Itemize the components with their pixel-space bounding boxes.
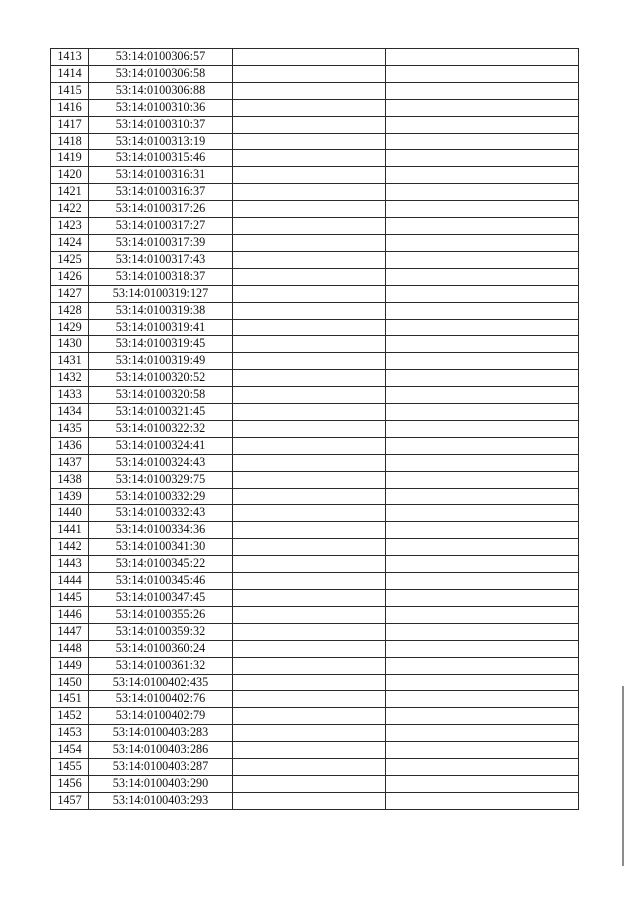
cadastral-number-cell: 53:14:0100324:41 [89,437,233,454]
table-row [51,573,579,590]
table-row [51,674,579,691]
row-number-cell: 1421 [51,184,89,201]
cadastral-number-cell: 53:14:0100334:36 [89,522,233,539]
empty-cell [386,420,579,437]
cadastral-number-cell: 53:14:0100332:29 [89,488,233,505]
row-number-cell: 1448 [51,640,89,657]
row-number-cell: 1435 [51,420,89,437]
empty-cell [233,488,386,505]
empty-cell [386,775,579,792]
row-number-cell: 1457 [51,792,89,809]
cadastral-number-cell: 53:14:0100402:435 [89,674,233,691]
empty-cell [233,387,386,404]
empty-cell [386,640,579,657]
empty-cell [386,404,579,421]
empty-cell [386,201,579,218]
table-row [51,370,579,387]
table-row [51,775,579,792]
empty-cell [386,116,579,133]
empty-cell [386,674,579,691]
empty-cell [386,539,579,556]
table-row [51,353,579,370]
cadastral-number-cell: 53:14:0100361:32 [89,657,233,674]
empty-cell [233,184,386,201]
empty-cell [233,302,386,319]
row-number-cell: 1451 [51,691,89,708]
empty-cell [386,691,579,708]
row-number-cell: 1450 [51,674,89,691]
table-row [51,285,579,302]
empty-cell [386,573,579,590]
row-number-cell: 1424 [51,234,89,251]
row-number-cell: 1436 [51,437,89,454]
empty-cell [386,234,579,251]
empty-cell [233,759,386,776]
row-number-cell: 1437 [51,454,89,471]
cadastral-number-cell: 53:14:0100341:30 [89,539,233,556]
cadastral-number-cell: 53:14:0100315:46 [89,150,233,167]
empty-cell [386,387,579,404]
empty-cell [386,623,579,640]
row-number-cell: 1446 [51,606,89,623]
row-number-cell: 1438 [51,471,89,488]
table-row [51,268,579,285]
row-number-cell: 1415 [51,82,89,99]
table-row [51,522,579,539]
cadastral-number-cell: 53:14:0100322:32 [89,420,233,437]
empty-cell [233,251,386,268]
empty-cell [386,437,579,454]
empty-cell [233,99,386,116]
empty-cell [386,590,579,607]
empty-cell [386,285,579,302]
table-row [51,218,579,235]
empty-cell [233,201,386,218]
table-row [51,251,579,268]
table-row [51,82,579,99]
empty-cell [386,759,579,776]
empty-cell [233,133,386,150]
empty-cell [233,49,386,66]
scan-edge-mark [622,686,624,866]
cadastral-number-cell: 53:14:0100403:290 [89,775,233,792]
table-row [51,49,579,66]
table-row [51,505,579,522]
empty-cell [233,742,386,759]
cadastral-number-cell: 53:14:0100319:49 [89,353,233,370]
row-number-cell: 1441 [51,522,89,539]
empty-cell [386,184,579,201]
row-number-cell: 1423 [51,218,89,235]
row-number-cell: 1453 [51,725,89,742]
cadastral-number-cell: 53:14:0100403:283 [89,725,233,742]
table-row [51,725,579,742]
row-number-cell: 1454 [51,742,89,759]
empty-cell [233,573,386,590]
table-row [51,759,579,776]
empty-cell [233,370,386,387]
table-row [51,234,579,251]
empty-cell [233,454,386,471]
cadastral-number-cell: 53:14:0100355:26 [89,606,233,623]
empty-cell [386,99,579,116]
empty-cell [386,792,579,809]
empty-cell [233,471,386,488]
cadastral-number-cell: 53:14:0100318:37 [89,268,233,285]
empty-cell [233,606,386,623]
empty-cell [233,657,386,674]
cadastral-number-cell: 53:14:0100317:27 [89,218,233,235]
cadastral-number-cell: 53:14:0100310:36 [89,99,233,116]
empty-cell [386,65,579,82]
empty-cell [386,556,579,573]
cadastral-number-cell: 53:14:0100403:293 [89,792,233,809]
table-row [51,404,579,421]
empty-cell [386,82,579,99]
row-number-cell: 1452 [51,708,89,725]
row-number-cell: 1447 [51,623,89,640]
row-number-cell: 1425 [51,251,89,268]
cadastral-number-cell: 53:14:0100360:24 [89,640,233,657]
table-row [51,184,579,201]
cadastral-number-cell: 53:14:0100402:76 [89,691,233,708]
empty-cell [386,302,579,319]
table-row [51,99,579,116]
table-row [51,319,579,336]
row-number-cell: 1428 [51,302,89,319]
empty-cell [233,590,386,607]
cadastral-number-cell: 53:14:0100320:58 [89,387,233,404]
table-row [51,556,579,573]
empty-cell [386,268,579,285]
table-row [51,336,579,353]
row-number-cell: 1434 [51,404,89,421]
row-number-cell: 1442 [51,539,89,556]
cadastral-number-cell: 53:14:0100345:46 [89,573,233,590]
empty-cell [233,725,386,742]
cadastral-number-cell: 53:14:0100306:57 [89,49,233,66]
cadastral-number-cell: 53:14:0100313:19 [89,133,233,150]
row-number-cell: 1414 [51,65,89,82]
table-row [51,590,579,607]
row-number-cell: 1422 [51,201,89,218]
row-number-cell: 1419 [51,150,89,167]
row-number-cell: 1420 [51,167,89,184]
row-number-cell: 1431 [51,353,89,370]
empty-cell [233,116,386,133]
empty-cell [233,234,386,251]
empty-cell [386,488,579,505]
empty-cell [233,150,386,167]
empty-cell [233,336,386,353]
empty-cell [233,404,386,421]
cadastral-number-cell: 53:14:0100319:45 [89,336,233,353]
table-row [51,65,579,82]
cadastral-number-cell: 53:14:0100306:88 [89,82,233,99]
empty-cell [386,251,579,268]
cadastral-number-cell: 53:14:0100317:26 [89,201,233,218]
table-row [51,150,579,167]
empty-cell [386,353,579,370]
row-number-cell: 1427 [51,285,89,302]
table-row [51,437,579,454]
table-row [51,167,579,184]
row-number-cell: 1429 [51,319,89,336]
cadastral-number-cell: 53:14:0100317:43 [89,251,233,268]
cadastral-number-cell: 53:14:0100403:286 [89,742,233,759]
empty-cell [233,522,386,539]
cadastral-number-cell: 53:14:0100332:43 [89,505,233,522]
cadastral-number-cell: 53:14:0100316:31 [89,167,233,184]
empty-cell [386,150,579,167]
empty-cell [233,556,386,573]
cadastral-number-cell: 53:14:0100317:39 [89,234,233,251]
row-number-cell: 1432 [51,370,89,387]
cadastral-number-cell: 53:14:0100316:37 [89,184,233,201]
cadastral-number-cell: 53:14:0100310:37 [89,116,233,133]
table-row [51,623,579,640]
empty-cell [233,65,386,82]
cadastral-number-cell: 53:14:0100402:79 [89,708,233,725]
row-number-cell: 1416 [51,99,89,116]
empty-cell [386,319,579,336]
empty-cell [233,691,386,708]
empty-cell [386,708,579,725]
row-number-cell: 1426 [51,268,89,285]
table-row [51,471,579,488]
empty-cell [233,539,386,556]
empty-cell [386,370,579,387]
table-row [51,201,579,218]
empty-cell [386,471,579,488]
row-number-cell: 1413 [51,49,89,66]
row-number-cell: 1417 [51,116,89,133]
empty-cell [386,725,579,742]
table-row [51,691,579,708]
empty-cell [233,792,386,809]
empty-cell [386,606,579,623]
empty-cell [233,285,386,302]
empty-cell [233,420,386,437]
cadastral-number-cell: 53:14:0100359:32 [89,623,233,640]
row-number-cell: 1455 [51,759,89,776]
empty-cell [386,505,579,522]
row-number-cell: 1418 [51,133,89,150]
empty-cell [233,437,386,454]
table-row [51,606,579,623]
table-row [51,708,579,725]
row-number-cell: 1439 [51,488,89,505]
empty-cell [386,218,579,235]
cadastral-number-cell: 53:14:0100345:22 [89,556,233,573]
row-number-cell: 1440 [51,505,89,522]
cadastral-number-cell: 53:14:0100329:75 [89,471,233,488]
row-number-cell: 1445 [51,590,89,607]
row-number-cell: 1456 [51,775,89,792]
cadastral-number-cell: 53:14:0100306:58 [89,65,233,82]
table-row [51,387,579,404]
empty-cell [386,657,579,674]
table-row [51,657,579,674]
row-number-cell: 1430 [51,336,89,353]
empty-cell [233,82,386,99]
empty-cell [233,623,386,640]
table-row [51,420,579,437]
row-number-cell: 1433 [51,387,89,404]
empty-cell [233,775,386,792]
empty-cell [386,522,579,539]
table-row [51,742,579,759]
table-row [51,640,579,657]
empty-cell [233,268,386,285]
table-row [51,454,579,471]
empty-cell [386,167,579,184]
table-row [51,116,579,133]
table-row [51,539,579,556]
empty-cell [386,454,579,471]
cadastral-number-cell: 53:14:0100321:45 [89,404,233,421]
cadastral-number-cell: 53:14:0100347:45 [89,590,233,607]
table-row [51,792,579,809]
table-row [51,133,579,150]
cadastral-number-cell: 53:14:0100319:38 [89,302,233,319]
empty-cell [233,505,386,522]
empty-cell [386,336,579,353]
cadastral-number-cell: 53:14:0100319:127 [89,285,233,302]
empty-cell [233,708,386,725]
empty-cell [233,218,386,235]
row-number-cell: 1443 [51,556,89,573]
cadastral-table [50,48,579,810]
empty-cell [233,167,386,184]
cadastral-number-cell: 53:14:0100324:43 [89,454,233,471]
empty-cell [386,742,579,759]
cadastral-number-cell: 53:14:0100319:41 [89,319,233,336]
cadastral-number-cell: 53:14:0100320:52 [89,370,233,387]
cadastral-table-body [51,49,579,810]
empty-cell [233,674,386,691]
empty-cell [233,353,386,370]
table-row [51,302,579,319]
row-number-cell: 1449 [51,657,89,674]
table-row [51,488,579,505]
empty-cell [233,640,386,657]
empty-cell [386,133,579,150]
row-number-cell: 1444 [51,573,89,590]
empty-cell [233,319,386,336]
empty-cell [386,49,579,66]
cadastral-number-cell: 53:14:0100403:287 [89,759,233,776]
